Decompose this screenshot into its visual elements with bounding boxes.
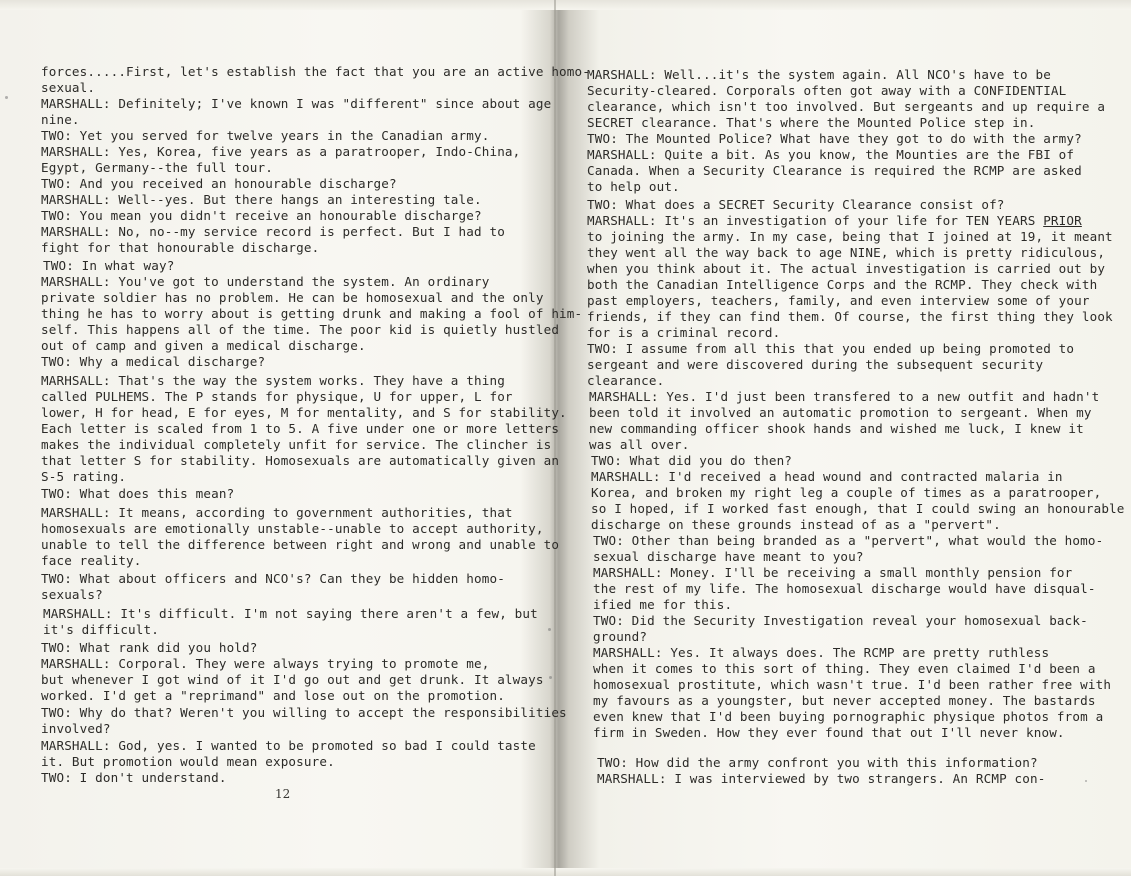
text-line: it. But promotion would mean exposure. — [41, 754, 335, 769]
text-line: firm in Sweden. How they ever found that out I'll never know. — [593, 725, 1065, 740]
text-line: even knew that I'd been buying pornographic physique photos from a — [593, 709, 1104, 724]
text-line: out of camp and given a medical discharge. — [41, 338, 366, 353]
text-line: when you think about it. The actual investigation is carried out by — [587, 261, 1106, 276]
text-line: for is a criminal record. — [587, 325, 781, 340]
text-line: makes the individual completely unfit for service. The clincher is — [41, 437, 552, 452]
text-line: TWO: Other than being branded as a "pervert", what would the homo- — [593, 533, 1104, 548]
text-line: been told it involved an automatic promotion to sergeant. When my — [589, 405, 1092, 420]
text-line: sexual discharge have meant to you? — [593, 549, 864, 564]
text-line: TWO: The Mounted Police? What have they got to do with the army? — [587, 131, 1082, 146]
text-line: Each letter is scaled from 1 to 5. A five under one or more letters — [41, 421, 560, 436]
text-line: TWO: What rank did you hold? — [41, 640, 258, 655]
print-speck — [1085, 780, 1087, 782]
text-line: TWO: What does a SECRET Security Clearance consist of? — [587, 197, 1005, 212]
text-line: MARSHALL: God, yes. I wanted to be promoted so bad I could taste — [41, 738, 536, 753]
text-line: MARSHALL: Yes. I'd just been transfered to a new outfit and hadn't — [589, 389, 1100, 404]
text-line: worked. I'd get a "reprimand" and lose out on the promotion. — [41, 688, 505, 703]
text-line: TWO: I don't understand. — [41, 770, 227, 785]
text-line: my favours as a youngster, but never accepted money. The bastards — [593, 693, 1096, 708]
print-speck — [548, 628, 551, 631]
text-line: MARSHALL: Yes, Korea, five years as a paratrooper, Indo-China, — [41, 144, 521, 159]
text-line: thing he has to worry about is getting drunk and making a fool of him- — [41, 306, 583, 321]
text-line: self. This happens all of the time. The poor kid is quietly hustled — [41, 322, 560, 337]
text-line: sergeant and were discovered during the subsequent security — [587, 357, 1044, 372]
text-line: TWO: I assume from all this that you ended up being promoted to — [587, 341, 1075, 356]
print-speck — [549, 676, 552, 679]
text-line: nine. — [41, 112, 80, 127]
text-line: clearance, which isn't too involved. But sergeants and up require a — [587, 99, 1106, 114]
text-line: when it comes to this sort of thing. They even claimed I'd been a — [593, 661, 1096, 676]
underlined-word: PRIOR — [1043, 213, 1082, 228]
text-line: unable to tell the difference between right and wrong and unable to — [41, 537, 560, 552]
text-line: friends, if they can find them. Of course, the first thing they look — [587, 309, 1113, 324]
text-line: MARSHALL: You've got to understand the system. An ordinary — [41, 274, 490, 289]
text-line: ground? — [593, 629, 648, 644]
text-line: forces.....First, let's establish the fact that you are an active homo- — [41, 64, 590, 79]
text-line: TWO: Why do that? Weren't you willing to accept the responsibilities — [41, 705, 567, 720]
text-line: MARHSALL: That's the way the system works. They have a thing — [41, 373, 505, 388]
text-line: MARSHALL: Quite a bit. As you know, the Mounties are the FBI of — [587, 147, 1075, 162]
text-line: MARSHALL: No, no--my service record is perfect. But I had to — [41, 224, 505, 239]
text-line: discharge on these grounds instead of as a "pervert". — [591, 517, 1001, 532]
text-line: they went all the way back to age NINE, which is pretty ridiculous, — [587, 245, 1106, 260]
text-line: involved? — [41, 721, 111, 736]
text-line: clearance. — [587, 373, 665, 388]
text-line: SECRET clearance. That's where the Mounted Police step in. — [587, 115, 1036, 130]
text-line: MARSHALL: Yes. It always does. The RCMP are pretty ruthless — [593, 645, 1050, 660]
text-line: TWO: How did the army confront you with this information? — [597, 755, 1038, 770]
text-line: to joining the army. In my case, being that I joined at 19, it meant — [587, 229, 1113, 244]
text-line: new commanding officer shook hands and wished me luck, I knew it — [589, 421, 1084, 436]
text-line: homosexual prostitute, which wasn't true. I'd been rather free with — [593, 677, 1112, 692]
text-line: Egypt, Germany--the full tour. — [41, 160, 273, 175]
text-line: fight for that honourable discharge. — [41, 240, 320, 255]
text-line: so I hoped, if I worked fast enough, that I could swing an honourable — [591, 501, 1125, 516]
text-line: MARSHALL: Definitely; I've known I was "different" since about age — [41, 96, 552, 111]
text-line: face reality. — [41, 553, 142, 568]
text-line: that letter S for stability. Homosexuals are automatically given an — [41, 453, 560, 468]
text-line: MARSHALL: I'd received a head wound and contracted malaria in — [591, 469, 1063, 484]
text-line: TWO: You mean you didn't receive an honourable discharge? — [41, 208, 482, 223]
text-line: the rest of my life. The homosexual discharge would have disqual- — [593, 581, 1096, 596]
text-line: it's difficult. — [43, 622, 159, 637]
text-line: both the Canadian Intelligence Corps and the RCMP. They check with — [587, 277, 1098, 292]
text-line: sexuals? — [41, 587, 103, 602]
text-line: Canada. When a Security Clearance is required the RCMP are asked — [587, 163, 1082, 178]
text-line: TWO: What does this mean? — [41, 486, 235, 501]
text-line: was all over. — [589, 437, 690, 452]
text-line: S-5 rating. — [41, 469, 127, 484]
text-line: homosexuals are emotionally unstable--unable to accept authority, — [41, 521, 544, 536]
text-line: TWO: What about officers and NCO's? Can they be hidden homo- — [41, 571, 505, 586]
text-line: TWO: Why a medical discharge? — [41, 354, 266, 369]
text-line: MARSHALL: I was interviewed by two strangers. An RCMP con- — [597, 771, 1046, 786]
text-line: TWO: What did you do then? — [591, 453, 793, 468]
page-number: 12 — [275, 787, 291, 801]
right-page — [556, 0, 1131, 876]
text-line: ified me for this. — [593, 597, 733, 612]
text-line: MARSHALL: Well--yes. But there hangs an interesting tale. — [41, 192, 482, 207]
text-line: MARSHALL: Corporal. They were always trying to promote me, — [41, 656, 490, 671]
text-line: but whenever I got wind of it I'd go out and get drunk. It always — [41, 672, 544, 687]
print-speck — [5, 96, 8, 99]
text-line: TWO: And you received an honourable discharge? — [41, 176, 397, 191]
text-line: MARSHALL: Well...it's the system again. All NCO's have to be — [587, 67, 1051, 82]
text-line: to help out. — [587, 179, 680, 194]
right-page-text — [556, 0, 1131, 876]
text-line: sexual. — [41, 80, 96, 95]
text-line: MARSHALL: Money. I'll be receiving a small monthly pension for — [593, 565, 1073, 580]
text-line: private soldier has no problem. He can be homosexual and the only — [41, 290, 544, 305]
text-line: TWO: Yet you served for twelve years in the Canadian army. — [41, 128, 490, 143]
text-line: MARSHALL: It means, according to government authorities, that — [41, 505, 513, 520]
text-line: past employers, teachers, family, and even interview some of your — [587, 293, 1090, 308]
text-line: TWO: Did the Security Investigation reveal your homosexual back- — [593, 613, 1088, 628]
text-line: TWO: In what way? — [43, 258, 175, 273]
text-line: Security-cleared. Corporals often got away with a CONFIDENTIAL — [587, 83, 1067, 98]
text-line: MARSHALL: It's an investigation of your life for TEN YEARS PRIOR — [587, 213, 1082, 228]
text-line: called PULHEMS. The P stands for physique, U for upper, L for — [41, 389, 513, 404]
text-line: Korea, and broken my right leg a couple of times as a paratrooper, — [591, 485, 1102, 500]
text-line: lower, H for head, E for eyes, M for mentality, and S for stability. — [41, 405, 567, 420]
text-line: MARSHALL: It's difficult. I'm not saying there aren't a few, but — [43, 606, 538, 621]
